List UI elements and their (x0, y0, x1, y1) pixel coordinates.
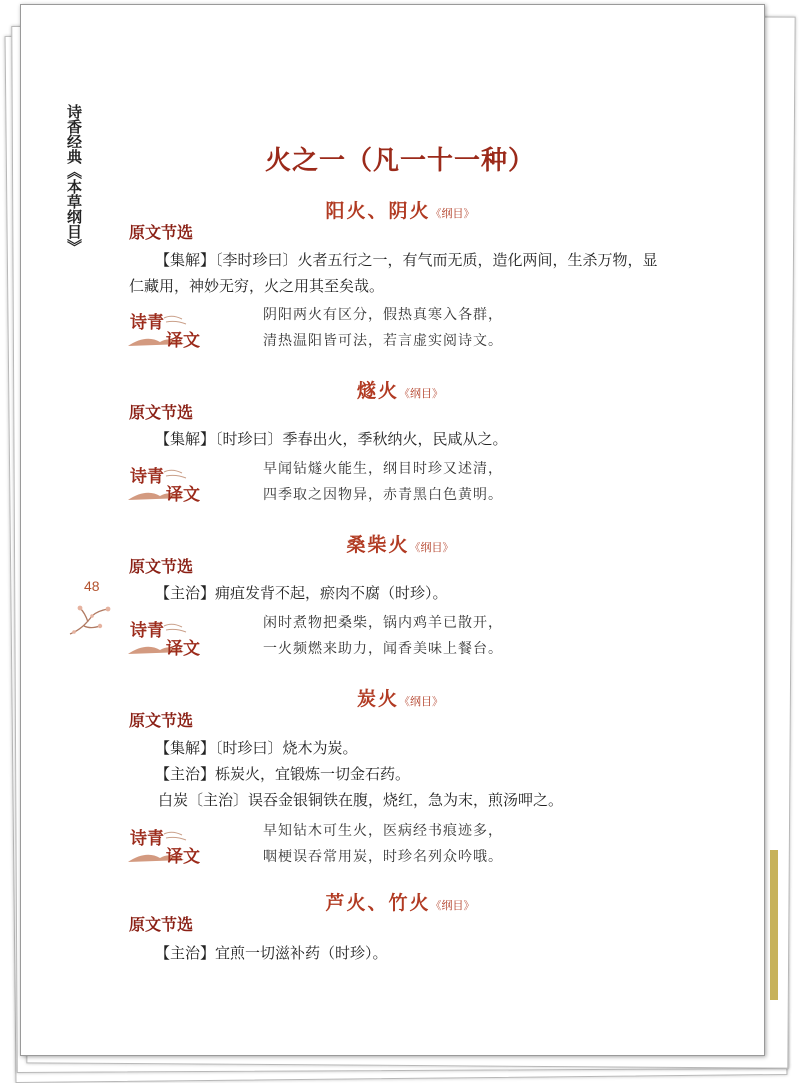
chapter-title: 火之一（凡一十一种） (264, 146, 535, 176)
poem-line: 早闻钻燧火能生，纲目时珍又述清， (263, 461, 503, 477)
subhead: 原文节选 (129, 557, 194, 576)
poem-logo: 诗青 译文 (126, 462, 216, 506)
paragraph: 【主治】痈疽发背不起，瘀肉不腐（时珍）。 (155, 584, 448, 602)
paragraph: 【集解】〔时珍曰〕季春出火，季秋纳火，民咸从之。 (155, 430, 508, 448)
poem-logo: 诗青 译文 (126, 824, 216, 868)
poem-line: 早知钻木可生火，医病经书痕迹多， (263, 823, 503, 839)
source-tag: 《纲目》 (430, 207, 475, 220)
running-head: 诗香经典《本草纲目》 (65, 104, 83, 254)
subhead: 原文节选 (129, 711, 194, 730)
paragraph: 【主治】栎炭火，宜锻炼一切金石药。 (155, 765, 411, 783)
section-title: 阳火、阴火《纲目》 (325, 200, 475, 222)
cover-edge-gold (770, 850, 778, 1000)
section-title: 燧火《纲目》 (356, 380, 443, 402)
paragraph: 白炭〔主治〕误吞金银铜铁在腹，烧红，急为末，煎汤呷之。 (158, 791, 564, 809)
source-tag: 《纲目》 (399, 387, 443, 400)
paragraph: 【集解】〔李时珍曰〕火者五行之一，有气而无质，造化两间，生杀万物，显仁藏用，神妙无穷，火之用其至矣哉。 (129, 251, 658, 295)
subhead: 原文节选 (129, 223, 194, 242)
poem-logo: 诗青 译文 (126, 308, 216, 352)
poem-line: 一火频燃来助力，闻香美味上餐台。 (263, 641, 503, 657)
poem-line: 咽梗误吞常用炭，时珍名列众吟哦。 (263, 849, 503, 865)
source-tag: 《纲目》 (399, 695, 443, 708)
subhead: 原文节选 (129, 403, 194, 422)
poem-line: 阴阳两火有区分，假热真寒入各群， (263, 307, 503, 323)
section-title: 桑柴火《纲目》 (346, 534, 454, 556)
poem-line: 清热温阳皆可法，若言虚实阅诗文。 (263, 333, 503, 349)
poem-line: 四季取之因物异，赤青黑白色黄明。 (263, 487, 503, 503)
page-number: 48 (84, 578, 100, 594)
source-tag: 《纲目》 (430, 899, 475, 912)
section-title: 炭火《纲目》 (356, 688, 443, 710)
subhead: 原文节选 (129, 915, 194, 934)
section-title: 芦火、竹火《纲目》 (325, 892, 475, 914)
source-tag: 《纲目》 (409, 541, 454, 554)
paragraph: 【主治】宜煎一切滋补药（时珍）。 (155, 944, 388, 962)
poem-logo: 诗青 译文 (126, 616, 216, 660)
plum-blossom-icon (66, 604, 112, 638)
poem-line: 闲时煮物把桑柴，锅内鸡羊已散开， (263, 615, 503, 631)
paragraph: 【集解】〔时珍曰〕烧木为炭。 (155, 739, 358, 757)
